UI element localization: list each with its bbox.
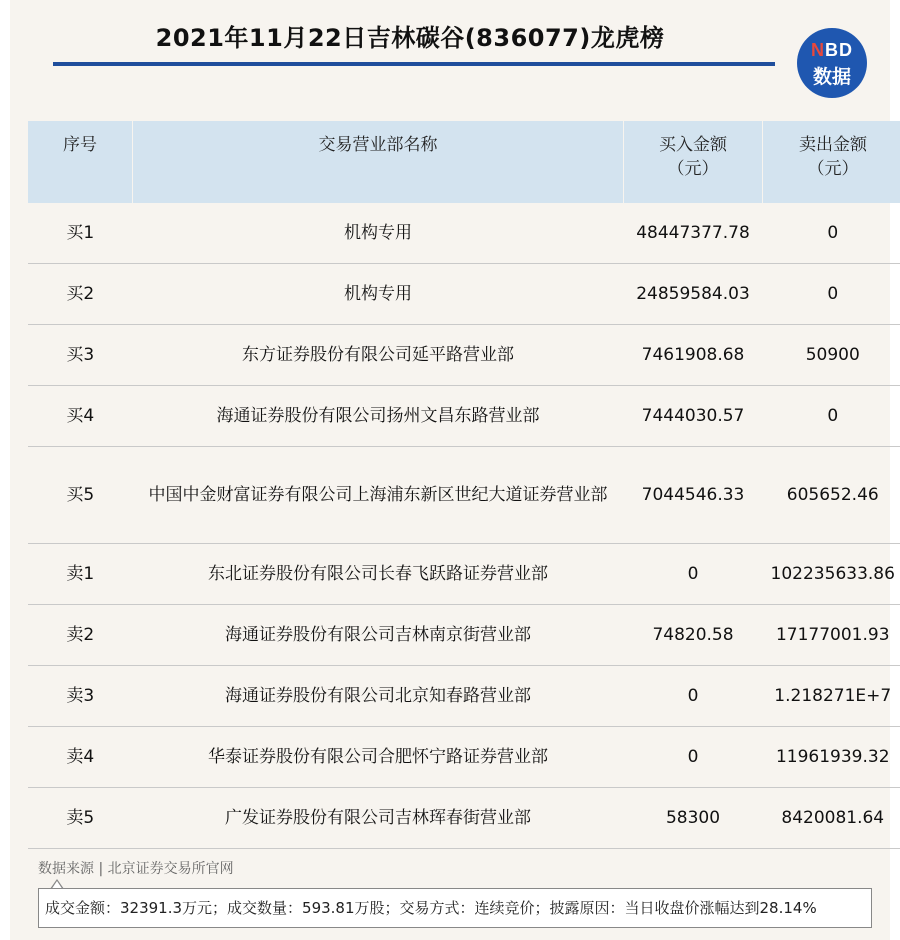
cell-sell: 11961939.32 xyxy=(763,727,900,788)
data-source: 数据来源 | 北京证券交易所官网 xyxy=(38,861,234,877)
logo-line1 xyxy=(797,40,867,61)
header-seq: 序号 xyxy=(28,121,133,203)
table-row xyxy=(28,788,900,849)
table-row xyxy=(28,264,900,325)
cell-sell: 1.218271E+7 xyxy=(763,666,900,727)
cell-seq: 买5 xyxy=(28,447,133,544)
cell-buy: 0 xyxy=(624,544,763,605)
cell-seq: 买4 xyxy=(28,386,133,447)
cell-name: 东北证券股份有限公司长春飞跃路证券营业部 xyxy=(133,544,624,605)
table-body xyxy=(28,203,900,849)
page-title: 2021年11月22日吉林碳谷(836077)龙虎榜 xyxy=(155,24,665,52)
table-row xyxy=(28,203,900,264)
cell-name: 东方证券股份有限公司延平路营业部 xyxy=(133,325,624,386)
cell-name: 广发证券股份有限公司吉林珲春街营业部 xyxy=(133,788,624,849)
table-row xyxy=(28,727,900,788)
table-header-row xyxy=(28,121,900,203)
cell-buy: 7044546.33 xyxy=(624,447,763,544)
cell-sell: 0 xyxy=(763,386,900,447)
cell-name: 机构专用 xyxy=(133,203,624,264)
cell-name: 海通证券股份有限公司扬州文昌东路营业部 xyxy=(133,386,624,447)
cell-buy: 24859584.03 xyxy=(624,264,763,325)
cell-name: 海通证券股份有限公司吉林南京街营业部 xyxy=(133,605,624,666)
cell-buy: 0 xyxy=(624,666,763,727)
cell-seq: 卖2 xyxy=(28,605,133,666)
cell-sell: 102235633.86 xyxy=(763,544,900,605)
cell-buy: 58300 xyxy=(624,788,763,849)
table-row xyxy=(28,325,900,386)
cell-buy: 7461908.68 xyxy=(624,325,763,386)
cell-seq: 卖3 xyxy=(28,666,133,727)
table-row xyxy=(28,605,900,666)
cell-sell: 50900 xyxy=(763,325,900,386)
cell-seq: 买1 xyxy=(28,203,133,264)
table-row xyxy=(28,447,900,544)
table-row xyxy=(28,386,900,447)
logo-letter-n: N xyxy=(811,40,825,60)
cell-name: 中国中金财富证券有限公司上海浦东新区世纪大道证券营业部 xyxy=(133,447,624,544)
cell-name: 机构专用 xyxy=(133,264,624,325)
table-row xyxy=(28,666,900,727)
header-buy xyxy=(624,121,763,203)
header-sell-line1: 卖出金额 xyxy=(799,135,867,155)
dragon-tiger-table xyxy=(28,121,900,849)
cell-sell: 605652.46 xyxy=(763,447,900,544)
cell-name: 海通证券股份有限公司北京知春路营业部 xyxy=(133,666,624,727)
cell-seq: 卖5 xyxy=(28,788,133,849)
cell-seq: 卖1 xyxy=(28,544,133,605)
table-row xyxy=(28,544,900,605)
logo-line2: 数据 xyxy=(812,67,851,88)
cell-buy: 0 xyxy=(624,727,763,788)
cell-sell: 17177001.93 xyxy=(763,605,900,666)
cell-sell: 0 xyxy=(763,264,900,325)
header-buy-line1: 买入金额 xyxy=(659,135,727,155)
cell-sell: 8420081.64 xyxy=(763,788,900,849)
nbd-logo xyxy=(797,28,867,98)
logo-letters-bd: BD xyxy=(825,40,853,60)
trade-summary: 成交金额：32391.3万元；成交数量：593.81万股；交易方式：连续竞价；披露原因：当日收盘价涨幅达到28.14% xyxy=(38,888,872,928)
cell-sell: 0 xyxy=(763,203,900,264)
title-underline xyxy=(53,62,775,66)
cell-buy: 74820.58 xyxy=(624,605,763,666)
header-sell-line2: （元） xyxy=(807,159,859,179)
cell-buy: 48447377.78 xyxy=(624,203,763,264)
cell-seq: 买2 xyxy=(28,264,133,325)
cell-name: 华泰证券股份有限公司合肥怀宁路证券营业部 xyxy=(133,727,624,788)
header-name: 交易营业部名称 xyxy=(133,121,624,203)
cell-seq: 买3 xyxy=(28,325,133,386)
cell-buy: 7444030.57 xyxy=(624,386,763,447)
header-sell xyxy=(763,121,900,203)
cell-seq: 卖4 xyxy=(28,727,133,788)
header-buy-line2: （元） xyxy=(667,159,719,179)
